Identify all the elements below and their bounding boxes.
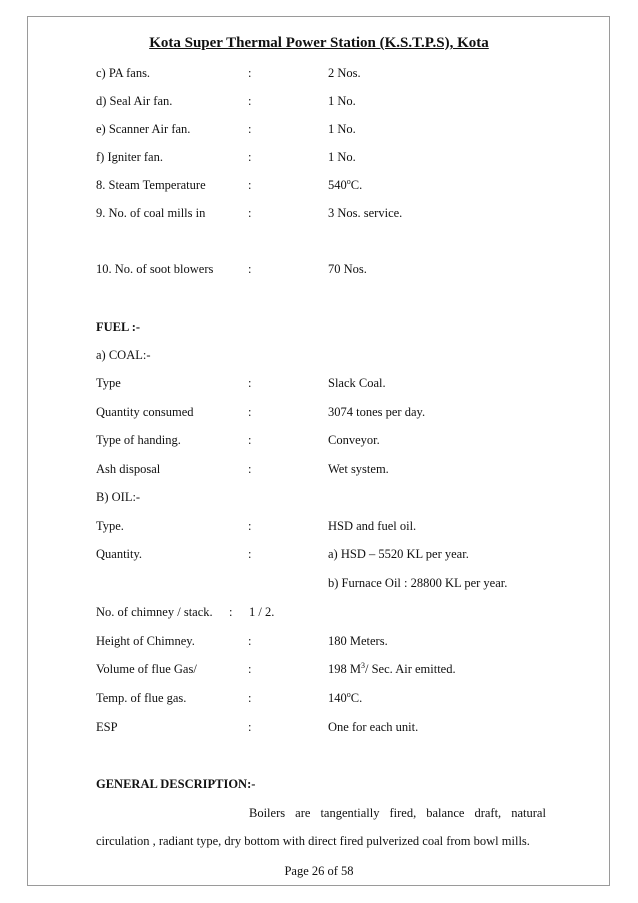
spec-label: Height of Chimney. — [96, 634, 195, 648]
spec-value: 1 No. — [328, 94, 356, 108]
spec-separator: : — [248, 94, 252, 108]
degree-superscript: o — [346, 176, 351, 186]
spec-label: Quantity consumed — [96, 405, 194, 419]
spec-row-steam-temperature — [0, 178, 638, 198]
fuel-heading: FUEL :- — [96, 320, 141, 334]
spec-separator: : — [248, 720, 252, 734]
description-word: tangentially — [320, 806, 380, 820]
spec-label: Temp. of flue gas. — [96, 691, 187, 705]
spec-value: a) HSD – 5520 KL per year. — [328, 547, 469, 561]
spec-value: Wet system. — [328, 462, 389, 476]
spec-value: 2 Nos. — [328, 66, 361, 80]
value-unit: / Sec. Air emitted. — [365, 662, 456, 676]
spec-separator: : — [248, 462, 252, 476]
general-description-heading: GENERAL DESCRIPTION:- — [96, 777, 256, 791]
spec-row-soot-blowers — [0, 262, 638, 282]
spec-separator: : — [248, 66, 252, 80]
spec-value: 3 Nos. service. — [328, 206, 403, 220]
spec-separator: : — [248, 405, 252, 419]
degree-superscript: o — [346, 689, 351, 699]
spec-label: f) Igniter fan. — [96, 150, 163, 164]
cube-superscript: 3 — [361, 660, 365, 670]
spec-separator: : — [248, 433, 252, 447]
coal-row-type — [0, 376, 638, 396]
spec-row-flue-gas-volume — [0, 662, 638, 682]
spec-value: 1 / 2. — [249, 605, 275, 619]
spec-label: Type of handing. — [96, 433, 181, 447]
spec-separator: : — [248, 519, 252, 533]
spec-label: 9. No. of coal mills in — [96, 206, 206, 220]
description-line-1 — [249, 806, 546, 821]
spec-separator: : — [248, 691, 252, 705]
spec-label: Ash disposal — [96, 462, 161, 476]
spec-value: b) Furnace Oil : 28800 KL per year. — [328, 576, 508, 590]
coal-row-handling — [0, 433, 638, 453]
spec-label: d) Seal Air fan. — [96, 94, 173, 108]
oil-row-quantity — [0, 547, 638, 567]
description-word: fired, — [389, 806, 417, 820]
spec-label: Type. — [96, 519, 124, 533]
spec-separator: : — [248, 376, 252, 390]
spec-separator: : — [248, 150, 252, 164]
spec-value: 70 Nos. — [328, 262, 367, 276]
coal-row-quantity — [0, 405, 638, 425]
spec-row-scanner-air-fan — [0, 122, 638, 142]
spec-value: Slack Coal. — [328, 376, 386, 390]
spec-value: HSD and fuel oil. — [328, 519, 417, 533]
spec-row-pa-fans — [0, 66, 638, 86]
value-number: 540 — [328, 178, 347, 192]
value-unit: C. — [350, 691, 363, 705]
description-word: draft, — [474, 806, 502, 820]
spec-label: c) PA fans. — [96, 66, 151, 80]
oil-row-type — [0, 519, 638, 539]
spec-label: Quantity. — [96, 547, 143, 561]
description-word: balance — [426, 806, 465, 820]
spec-separator: : — [248, 122, 252, 136]
spec-value — [328, 178, 362, 193]
spec-separator: : — [248, 178, 252, 192]
spec-value: One for each unit. — [328, 720, 419, 734]
spec-row-seal-air-fan — [0, 94, 638, 114]
spec-row-chimney — [0, 605, 638, 625]
description-word: Boilers — [249, 806, 286, 820]
oil-heading: B) OIL:- — [96, 490, 141, 504]
spec-label: 8. Steam Temperature — [96, 178, 206, 192]
spec-value — [328, 691, 362, 706]
value-number: 140 — [328, 691, 347, 705]
description-word: natural — [511, 806, 546, 820]
spec-separator: : — [248, 547, 252, 561]
oil-row-furnace-oil — [0, 576, 638, 596]
page-number: Page 26 of 58 — [284, 864, 354, 878]
spec-value: 1 No. — [328, 150, 356, 164]
spec-separator: : — [248, 634, 252, 648]
spec-row-flue-gas-temp — [0, 691, 638, 711]
spec-row-chimney-height — [0, 634, 638, 654]
spec-value: Conveyor. — [328, 433, 380, 447]
spec-label: 10. No. of soot blowers — [96, 262, 214, 276]
coal-row-ash-disposal — [0, 462, 638, 482]
spec-value: 3074 tones per day. — [328, 405, 426, 419]
spec-separator: : — [248, 206, 252, 220]
spec-value: 180 Meters. — [328, 634, 388, 648]
spec-row-igniter-fan — [0, 150, 638, 170]
spec-separator: : — [229, 605, 233, 619]
spec-label: ESP — [96, 720, 118, 734]
spec-separator: : — [248, 662, 252, 676]
spec-label: Type — [96, 376, 121, 390]
spec-separator: : — [248, 262, 252, 276]
description-word: are — [295, 806, 311, 820]
description-line-2: circulation , radiant type, dry bottom with direct fired pulverized coal from bowl mills. — [96, 834, 530, 848]
page-title: Kota Super Thermal Power Station (K.S.T.P.S), Kota — [149, 35, 489, 51]
value-unit: C. — [350, 178, 363, 192]
spec-label: Volume of flue Gas/ — [96, 662, 197, 676]
value-number: 198 M — [328, 662, 361, 676]
spec-row-coal-mills — [0, 206, 638, 226]
coal-heading: a) COAL:- — [96, 348, 151, 362]
spec-value: 1 No. — [328, 122, 356, 136]
spec-value — [328, 662, 456, 677]
spec-label: e) Scanner Air fan. — [96, 122, 191, 136]
spec-label: No. of chimney / stack. — [96, 605, 213, 619]
spec-row-esp — [0, 720, 638, 740]
